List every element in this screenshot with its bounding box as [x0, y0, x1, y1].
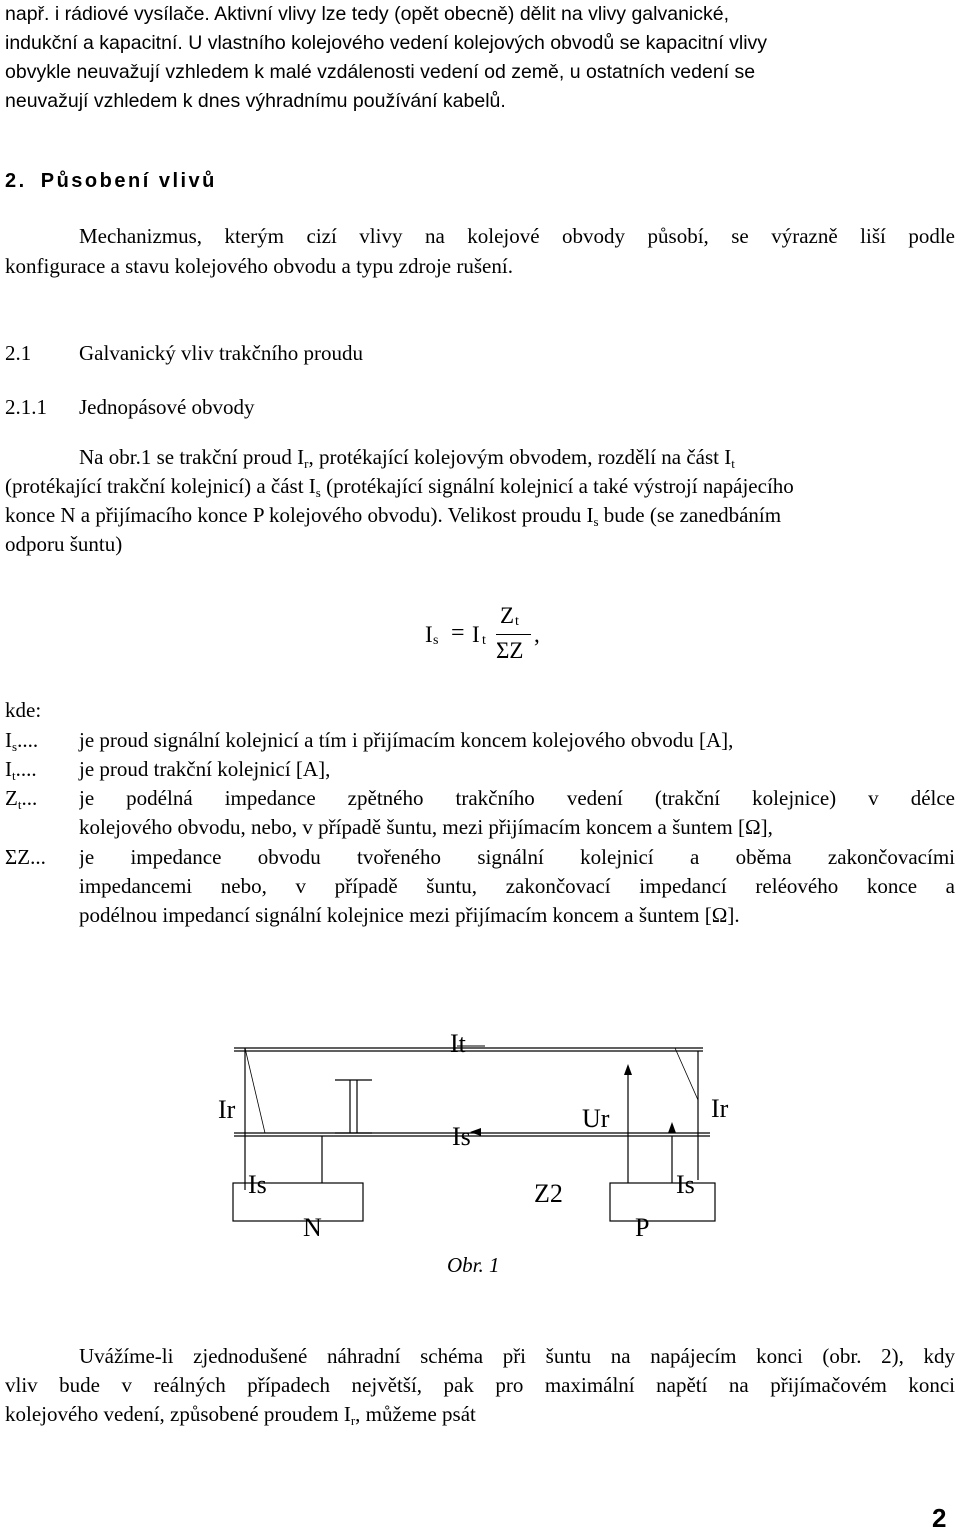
- where-term-sumz: ΣZ...: [5, 845, 46, 869]
- label-is-mid: Is: [452, 1122, 471, 1151]
- page-number: 2: [932, 1503, 947, 1533]
- formula-numerator-sub: t: [515, 614, 519, 629]
- where-label: kde:: [5, 698, 42, 722]
- para-line-1-sub: r: [304, 456, 309, 471]
- closing-line-2: vliv bude v reálných případech největší, pak pro maximální napětí na přijímačovém konci: [5, 1373, 955, 1397]
- where-def-zt-line-2: kolejového obvodu, nebo, v případě šuntu, mezi přijímacím koncem a šuntem [Ω],: [79, 815, 773, 839]
- label-ur: Ur: [582, 1104, 610, 1133]
- para-line-3: [5, 503, 955, 530]
- section-2-heading: [5, 170, 217, 193]
- formula-comma: ,: [534, 622, 540, 647]
- where-term-is: $I_s$....: [5, 728, 39, 754]
- label-it: It: [450, 1029, 466, 1058]
- para-line-1-b: , protékající kolejovým obvodem, rozdělí na část I: [308, 445, 732, 469]
- right-feed-diag: [675, 1048, 698, 1100]
- intro-line-4: neuvažují vzhledem k dnes výhradnímu používání kabelů.: [5, 90, 506, 112]
- figure-1-diagram: [0, 1020, 960, 1290]
- ur-arrow-head: [624, 1064, 632, 1075]
- closing-line-1: Uvážíme-li zjednodušené náhradní schéma při šuntu na napájecím konci (obr. 2), kdy: [79, 1344, 955, 1368]
- section-2-1-number: 2.1: [5, 341, 32, 365]
- para-line-1-sub2: t: [731, 456, 735, 471]
- formula-rhs-sub: t: [482, 633, 486, 648]
- section-2-1-1-title: Jednopásové obvody: [79, 395, 255, 419]
- right-is-arrow-head: [668, 1122, 676, 1133]
- is-arrow-head: [470, 1128, 481, 1136]
- para-line-3-a: konce N a přijímacího konce P kolejového obvodu). Velikost proudu I: [5, 503, 594, 527]
- where-term-zt: $Z_t$...: [5, 786, 38, 812]
- formula-denominator: ΣZ: [496, 638, 524, 663]
- para-line-3-b: bude (se zanedbáním: [598, 503, 782, 527]
- label-n: N: [303, 1213, 322, 1242]
- para-line-1: [79, 445, 955, 475]
- para-line-2: [5, 474, 955, 501]
- section-2-para-line-2: konfigurace a stavu kolejového obvodu a typu zdroje rušení.: [5, 254, 513, 278]
- section-2-1-title: Galvanický vliv trakčního proudu: [79, 341, 364, 365]
- where-def-sumz-line-2: impedancemi nebo, v případě šuntu, zakončovací impedancí reléového konce a: [79, 874, 955, 898]
- formula-rhs: I: [472, 622, 480, 647]
- where-def-zt-line-1: je podélná impedance zpětného trakčního vedení (trakční kolejnice) v délce: [79, 786, 955, 810]
- para-line-2-sub: s: [315, 485, 321, 500]
- label-is-right: Is: [676, 1170, 695, 1199]
- where-term-it: $I_t$....: [5, 757, 37, 783]
- closing-line-3-sub: r: [350, 1413, 356, 1428]
- p-box: [610, 1183, 715, 1221]
- closing-line-3: [5, 1402, 476, 1429]
- closing-line-3-b: , můžeme psát: [355, 1402, 476, 1426]
- para-line-2-b: (protékající signální kolejnicí a také výstrojí napájecího: [320, 474, 794, 498]
- where-def-sumz-line-3: podélnou impedancí signální kolejnice mezi přijímacím koncem a šuntem [Ω].: [79, 903, 740, 927]
- formula: [420, 600, 580, 680]
- formula-numerator: Z: [500, 603, 515, 628]
- label-p: P: [635, 1213, 650, 1242]
- where-def-is-line-1: je proud signální kolejnicí a tím i přijímacím koncem kolejového obvodu [A],: [79, 728, 734, 752]
- formula-lhs: I: [425, 622, 433, 647]
- fraction-bar: [496, 634, 531, 635]
- section-2-1-1-number: 2.1.1: [5, 395, 47, 419]
- formula-equals: =: [451, 620, 465, 646]
- para-line-3-sub: s: [593, 514, 599, 529]
- label-z2: Z2: [534, 1179, 563, 1208]
- label-ir-left: Ir: [218, 1095, 236, 1124]
- label-ir-right: Ir: [711, 1094, 729, 1123]
- para-line-2-a: (protékající trakční kolejnicí) a část I: [5, 474, 316, 498]
- para-line-1-a: Na obr.1 se trakční proud I: [79, 445, 305, 469]
- where-def-it-line-1: je proud trakční kolejnicí [A],: [79, 757, 331, 781]
- intro-line-1: např. i rádiové vysílače. Aktivní vlivy lze tedy (opět obecně) dělit na vlivy galvanické,: [5, 3, 730, 25]
- where-def-sumz-line-1: je impedance obvodu tvořeného signální kolejnicí a oběma zakončovacími: [79, 845, 955, 869]
- intro-line-3: obvykle neuvažují vzhledem k malé vzdálenosti vedení od země, u ostatních vedení se: [5, 61, 756, 83]
- intro-line-2: indukční a kapacitní. U vlastního kolejového vedení kolejových obvodů se kapacitní vlivy: [5, 32, 768, 54]
- section-2-title: Působení vlivů: [40, 170, 217, 192]
- section-2-number: 2.: [5, 170, 27, 192]
- para-line-4: odporu šuntu): [5, 532, 123, 556]
- label-is-left: Is: [248, 1170, 267, 1199]
- left-feed-diag: [245, 1048, 265, 1133]
- formula-lhs-sub: s: [433, 633, 439, 648]
- section-2-para-line-1: Mechanizmus, kterým cizí vlivy na kolejové obvody působí, se výrazně liší podle: [79, 224, 955, 248]
- figure-caption: Obr. 1: [447, 1253, 500, 1277]
- closing-line-3-a: kolejového vedení, způsobené proudem I: [5, 1402, 351, 1426]
